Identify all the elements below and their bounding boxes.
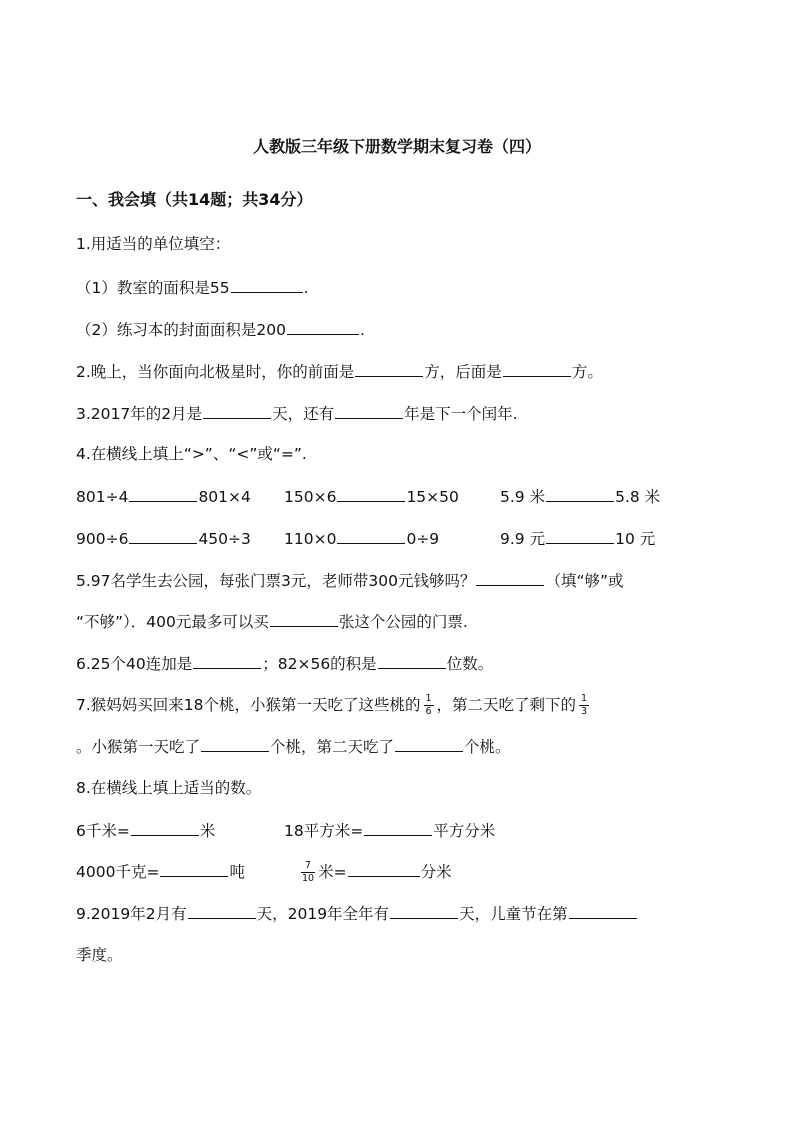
q2-p3: 方。: [571, 363, 603, 381]
answer-blank[interactable]: [378, 652, 446, 669]
compare-blank[interactable]: [546, 485, 614, 502]
q6-p2: ；82×56的积是: [262, 655, 377, 673]
expr: 801÷4: [76, 488, 129, 506]
label: 米=: [318, 863, 347, 881]
q8-stem: 8.在横线上填上适当的数。: [76, 779, 262, 797]
unit: 米: [199, 822, 216, 840]
fraction-one-third: $\frac{1}{3}$: [581, 693, 588, 717]
q7-p5: 个桃。: [464, 738, 511, 756]
q7-line1: [76, 694, 592, 717]
compare-blank[interactable]: [129, 485, 197, 502]
q4-row1: [76, 485, 660, 508]
q4-row2: [76, 527, 655, 550]
answer-blank[interactable]: [201, 735, 269, 752]
answer-blank[interactable]: [287, 318, 359, 335]
q6-p3: 位数。: [446, 655, 494, 673]
q7-p4: 个桃，第二天吃了: [270, 738, 395, 756]
expr: 150×6: [284, 488, 337, 506]
q4-stem: 4.在横线上填上“>”、“<”或“=”.: [76, 445, 307, 463]
q4-r2-col-a: [76, 527, 284, 550]
compare-blank[interactable]: [546, 527, 614, 544]
answer-blank[interactable]: [193, 652, 261, 669]
expr: 450÷3: [198, 530, 251, 548]
answer-blank[interactable]: [270, 610, 338, 627]
q5-line1: [76, 569, 624, 592]
answer-blank[interactable]: [335, 402, 403, 419]
q7-line2: [76, 735, 511, 758]
q3-p3: 年是下一个闰年.: [404, 405, 518, 423]
q6-line: [76, 652, 493, 675]
section-heading: 一、我会填（共14题；共34分）: [76, 190, 313, 209]
q8-r2-col-b: [298, 860, 452, 884]
label: 6千米=: [76, 822, 130, 840]
expr: 0÷9: [406, 530, 440, 548]
unit: 吨: [229, 863, 245, 881]
compare-blank[interactable]: [337, 527, 405, 544]
unit: 平方分米: [433, 822, 496, 840]
q4-r2-col-c: [500, 527, 655, 550]
fraction-one-sixth: $\frac{1}{6}$: [425, 693, 432, 717]
answer-blank[interactable]: [390, 902, 458, 919]
expr: 5.8 米: [615, 488, 661, 506]
q5-p1: 5.97名学生去公园，每张门票3元，老师带300元钱够吗？: [76, 572, 476, 590]
expr: 110×0: [284, 530, 337, 548]
q8-row2: [76, 860, 452, 884]
q8-r1-col-b: [284, 819, 495, 842]
q3-p1: 3.2017年的2月是: [76, 405, 203, 423]
q7-p2: ，第二天吃了剩下的: [436, 696, 577, 714]
q5-p2: （填“够”或: [545, 572, 624, 590]
q9-p3: 天，儿童节在第: [459, 905, 568, 923]
answer-blank[interactable]: [131, 819, 199, 836]
q5-p4: 张这个公园的门票.: [338, 613, 468, 631]
expr: 10 元: [615, 530, 656, 548]
answer-blank[interactable]: [348, 860, 420, 877]
expr: 5.9 米: [500, 488, 546, 506]
q7-p3: 。小猴第一天吃了: [76, 738, 201, 756]
q9-line1: [76, 902, 638, 925]
answer-blank[interactable]: [503, 360, 571, 377]
expr: 9.9 元: [500, 530, 546, 548]
expr: 801×4: [198, 488, 251, 506]
q2-p2: 方，后面是: [424, 363, 502, 381]
q8-r2-col-a: [76, 860, 298, 883]
q5-line2: [76, 610, 468, 633]
q4-r1-col-a: [76, 485, 284, 508]
answer-blank[interactable]: [231, 276, 303, 293]
q1-stem: 1.用适当的单位填空：: [76, 235, 231, 253]
q4-r1-col-c: [500, 485, 660, 508]
q1a-text: （1）教室的面积是55: [76, 279, 230, 297]
q2-p1: 2.晚上，当你面向北极星时，你的前面是: [76, 363, 355, 381]
q1a-end: .: [303, 279, 309, 297]
expr: 15×50: [406, 488, 459, 506]
fraction-seven-tenths: $\frac{7}{10}$: [302, 860, 315, 884]
answer-blank[interactable]: [203, 402, 271, 419]
label: 4000千克=: [76, 863, 160, 881]
answer-blank[interactable]: [188, 902, 256, 919]
q1b-end: .: [359, 321, 365, 339]
q1-part-b: [76, 318, 365, 341]
q4-r1-col-b: [284, 485, 500, 508]
q3-line: [76, 402, 518, 425]
answer-blank[interactable]: [364, 819, 432, 836]
q3-p2: 天，还有: [272, 405, 335, 423]
page-title: 人教版三年级下册数学期末复习卷（四）: [252, 137, 541, 156]
q7-p1: 7.猴妈妈买回来18个桃，小猴第一天吃了这些桃的: [76, 696, 421, 714]
answer-blank[interactable]: [160, 860, 228, 877]
q2-line: [76, 360, 603, 383]
q6-p1: 6.25个40连加是: [76, 655, 193, 673]
answer-blank[interactable]: [476, 569, 544, 586]
answer-blank[interactable]: [395, 735, 463, 752]
answer-blank[interactable]: [569, 902, 637, 919]
q1b-text: （2）练习本的封面面积是200: [76, 321, 286, 339]
answer-blank[interactable]: [355, 360, 423, 377]
q8-r1-col-a: [76, 819, 284, 842]
expr: 900÷6: [76, 530, 129, 548]
q1-part-a: [76, 276, 309, 299]
unit: 分米: [420, 863, 452, 881]
compare-blank[interactable]: [129, 527, 197, 544]
q8-row1: [76, 819, 495, 842]
q9-line2: 季度。: [76, 946, 123, 964]
q5-p3: “不够”）．400元最多可以买: [76, 613, 269, 631]
q9-p1: 9.2019年2月有: [76, 905, 187, 923]
q9-p2: 天，2019年全年有: [256, 905, 390, 923]
compare-blank[interactable]: [337, 485, 405, 502]
q4-r2-col-b: [284, 527, 500, 550]
label: 18平方米=: [284, 822, 364, 840]
